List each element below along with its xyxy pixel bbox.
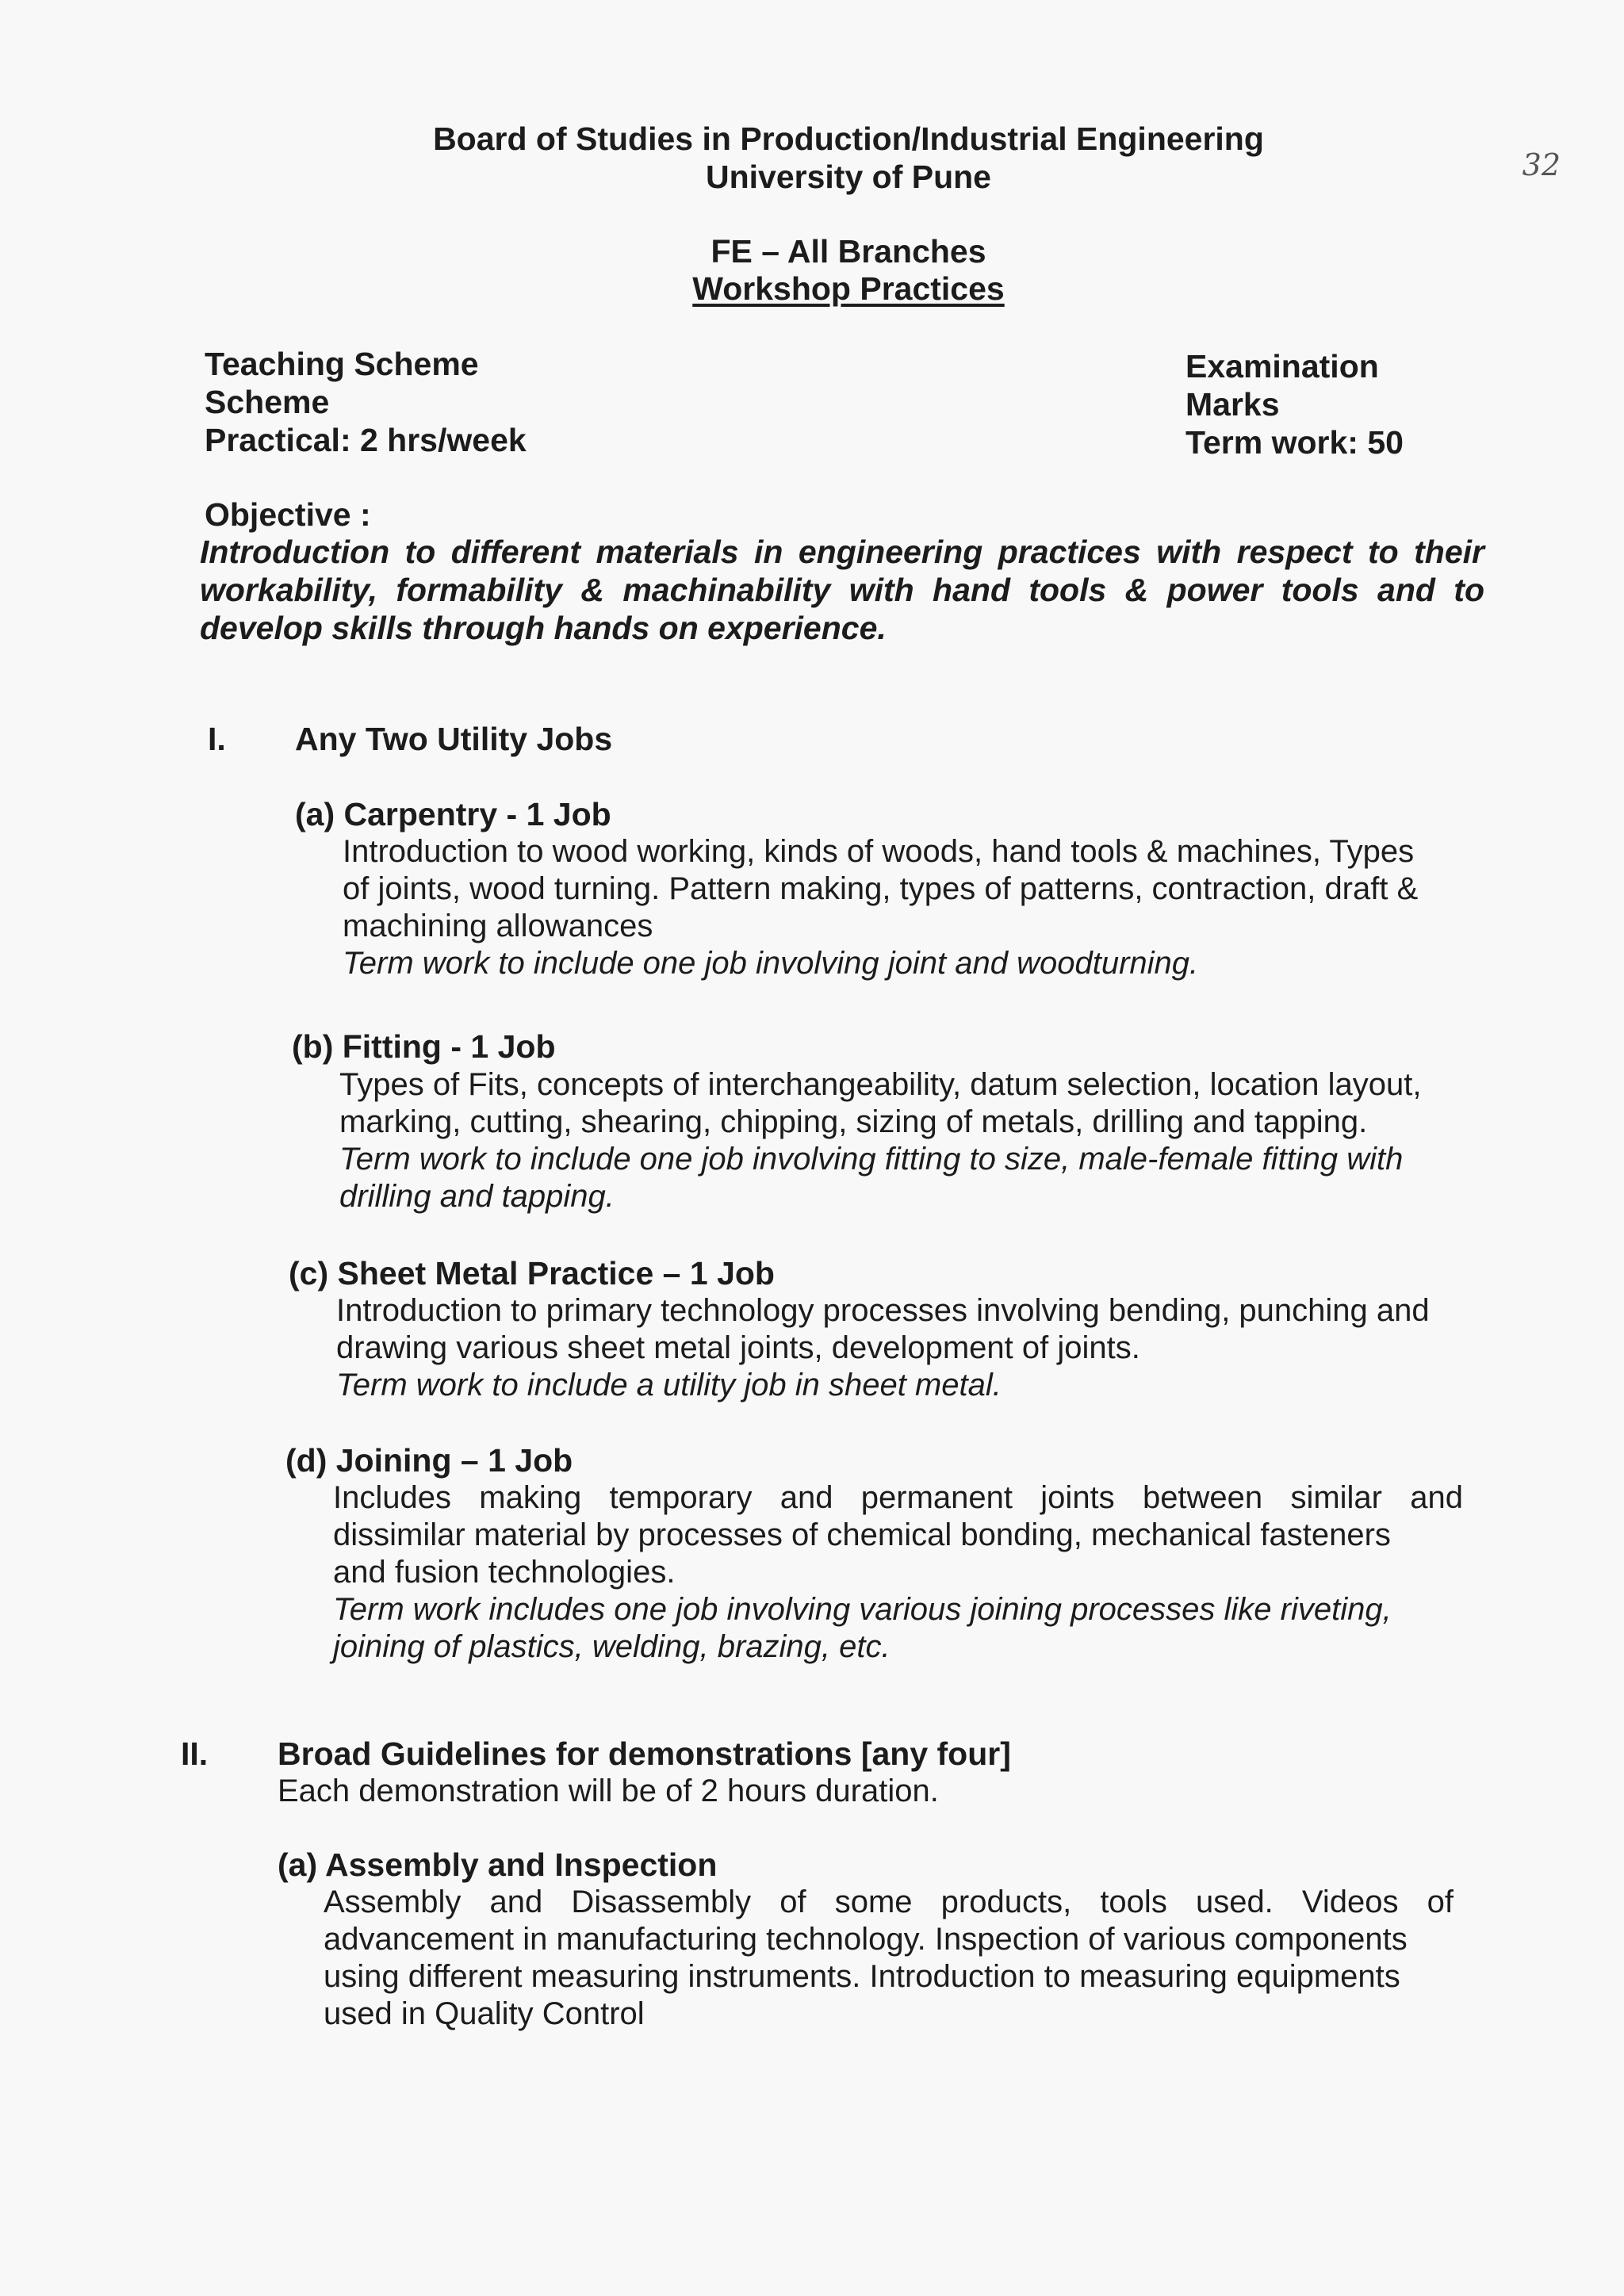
fitting-term-work: Term work to include one job involving fitting to size, male-female fitting with — [339, 1142, 1404, 1177]
joining-line: and fusion technologies. — [333, 1555, 676, 1590]
examination-line: Marks — [1185, 386, 1280, 423]
section-1-number: I. — [208, 721, 226, 757]
sheet-metal-line: Introduction to primary technology processes involving bending, punching and — [336, 1293, 1430, 1328]
assembly-description — [324, 1884, 1454, 2033]
joining-line: Includes making temporary and permanent joints between similar and — [333, 1480, 1463, 1515]
sheet-metal-line: drawing various sheet metal joints, development of joints. — [336, 1330, 1140, 1365]
section-2-subtitle: Each demonstration will be of 2 hours duration. — [278, 1774, 939, 1808]
sheet-metal-description — [336, 1292, 1430, 1404]
section-2-title: Broad Guidelines for demonstrations [any four] — [278, 1735, 1011, 1772]
board-title: Board of Studies in Production/Industrial Engineering — [433, 121, 1264, 157]
assembly-line: Assembly and Disassembly of some products, tools used. Videos of — [324, 1885, 1454, 1919]
carpentry-line: of joints, wood turning. Pattern making, types of patterns, contraction, draft & — [343, 871, 1419, 906]
assembly-line: using different measuring instruments. Introduction to measuring equipments — [324, 1959, 1400, 1994]
course-title — [0, 270, 1624, 308]
objective-label: Objective : — [205, 496, 371, 533]
course-branches: FE – All Branches — [710, 233, 986, 270]
assembly-line: advancement in manufacturing technology. Inspection of various components — [324, 1922, 1408, 1957]
teaching-scheme-line: Scheme — [205, 384, 330, 420]
joining-term-work: joining of plastics, welding, brazing, etc. — [333, 1629, 891, 1664]
joining-description — [333, 1479, 1463, 1666]
carpentry-title: (a) Carpentry - 1 Job — [295, 796, 611, 832]
examination-line: Examination — [1185, 348, 1379, 385]
teaching-scheme-block — [205, 345, 527, 459]
examination-term-work: Term work: 50 — [1185, 424, 1404, 461]
fitting-line: Types of Fits, concepts of interchangeability, datum selection, location layout, — [339, 1067, 1422, 1102]
carpentry-description — [343, 833, 1418, 982]
examination-block — [1185, 347, 1404, 461]
fitting-term-work: drilling and tapping. — [339, 1179, 615, 1214]
objective-text: Introduction to different materials in engineering practices with respect to their workability, formability & machinability with hand tools & power tools and to develop skills through hands on experience. — [200, 534, 1484, 646]
carpentry-line: Introduction to wood working, kinds of woods, hand tools & machines, Types — [343, 834, 1415, 869]
joining-title: (d) Joining – 1 Job — [285, 1442, 573, 1479]
teaching-practical-hours: Practical: 2 hrs/week — [205, 422, 527, 458]
sheet-metal-title: (c) Sheet Metal Practice – 1 Job — [289, 1255, 775, 1292]
section-1-title: Any Two Utility Jobs — [295, 721, 613, 757]
fitting-line: marking, cutting, shearing, chipping, sizing of metals, drilling and tapping. — [339, 1104, 1368, 1139]
joining-term-work: Term work includes one job involving various joining processes like riveting, — [333, 1592, 1392, 1627]
joining-line: dissimilar material by processes of chemical bonding, mechanical fasteners — [333, 1517, 1391, 1552]
page-number: 32 — [1522, 147, 1561, 182]
section-2-number: II. — [181, 1735, 209, 1772]
university-name: University of Pune — [706, 159, 991, 195]
carpentry-line: machining allowances — [343, 909, 653, 943]
course-title-text: Workshop Practices — [692, 270, 1005, 307]
fitting-title: (b) Fitting - 1 Job — [292, 1028, 556, 1065]
fitting-description — [339, 1066, 1421, 1215]
teaching-scheme-line: Teaching Scheme — [205, 346, 479, 382]
carpentry-term-work: Term work to include one job involving joint and woodturning. — [343, 946, 1199, 981]
sheet-metal-term-work: Term work to include a utility job in sheet metal. — [336, 1368, 1002, 1402]
assembly-title: (a) Assembly and Inspection — [278, 1846, 718, 1883]
assembly-line: used in Quality Control — [324, 1996, 645, 2031]
